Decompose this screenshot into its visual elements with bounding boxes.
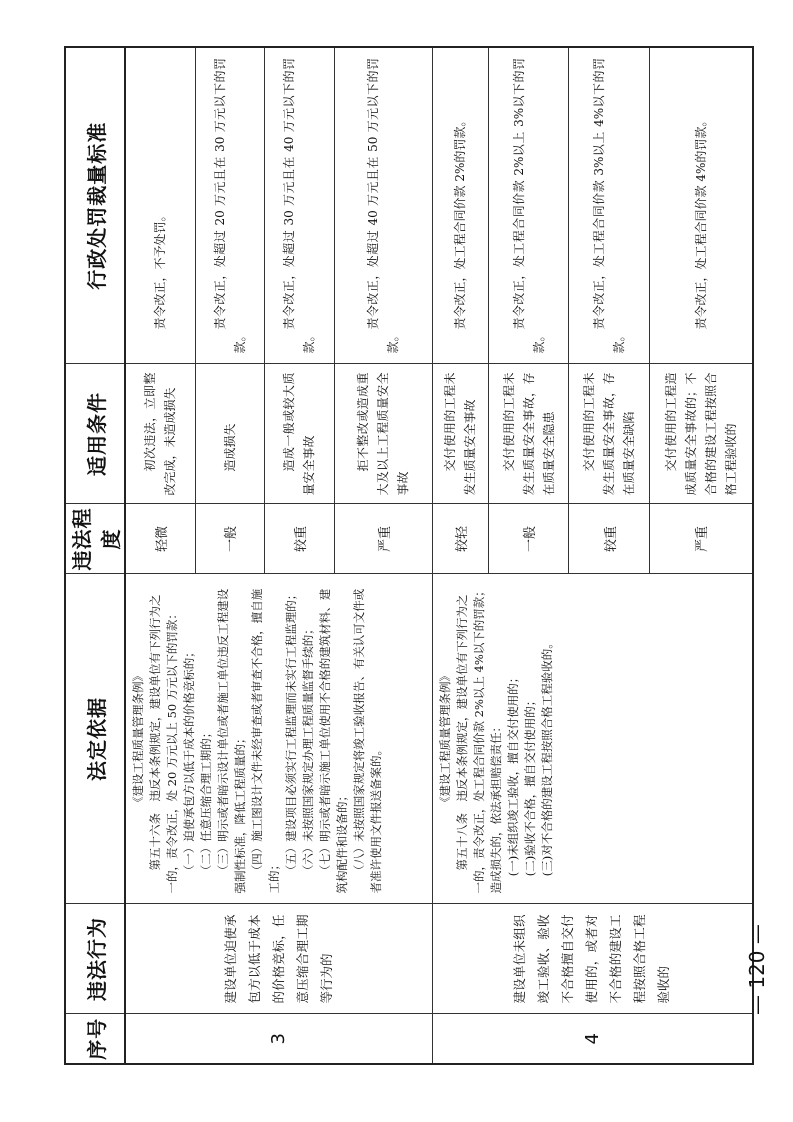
row3-item: （八）未按照国家规定将竣工验收报告、有关认可文件或者准许使用文件报送备案的。 — [352, 588, 383, 894]
row4-condition: 交付使用的工程未发生质量安全事故，存在质量安全缺陷 — [569, 364, 649, 504]
row3-item: （六）未按照国家规定办理工程质量监督手续的； — [301, 623, 315, 877]
page-number: — 120 — — [745, 924, 769, 1015]
row3-law: 《建设工程质量管理条例》 — [131, 670, 145, 808]
table-row — [432, 47, 489, 1064]
row3-penalty: 责令改正，处超过 30 万元且在 40 万元以下的罚款。 — [265, 47, 334, 364]
row3-item: （三）明示或者暗示设计单位或者施工单位违反工程建设强制性标准，降低工程质量的； — [216, 588, 247, 894]
row4-degree: 严重 — [649, 504, 753, 574]
row4-degree: 较轻 — [432, 504, 489, 574]
row4-item: (二)验收不合格，擅自交付使用的； — [522, 694, 537, 877]
row3-item: （二）任意压缩合理工期的； — [199, 726, 213, 877]
row4-penalty: 责令改正，处工程合同价款 4%的罚款。 — [649, 47, 753, 364]
row3-condition: 造成一般或较大质量安全事故 — [265, 364, 334, 504]
row4-degree: 较重 — [569, 504, 649, 574]
row3-item: （五）建设项目必须实行工程监理而未实行工程监理的； — [284, 588, 298, 877]
header-degree: 违法程度 — [65, 504, 125, 574]
header-seq: 序号 — [65, 1014, 125, 1064]
rotated-page — [64, 48, 754, 1065]
row4-condition: 交付使用的工程未发生质量安全事故 — [432, 364, 489, 504]
row3-article: 第五十六条 违反本条例规定，建设单位有下列行为之一的，责令改正，处 20 万元以上 50 万元以下的罚款： — [148, 594, 179, 894]
row4-degree: 一般 — [489, 504, 569, 574]
row4-seq: 4 — [432, 1014, 753, 1064]
row4-law: 《建设工程质量管理条例》 — [437, 670, 452, 808]
header-condition: 适用条件 — [65, 364, 125, 504]
row3-item: （四）施工图设计文件未经审查或者审查不合格，擅自施工的； — [250, 588, 281, 894]
header-penalty: 行政处罚裁量标准 — [65, 47, 125, 364]
row4-article: 第五十八条 违反本条例规定，建设单位有下列行为之一的，责令改正，处工程合同价款 2%以上 4%以下的罚款；造成损失的，依法承担赔偿责任： — [454, 585, 503, 894]
table-header-row — [65, 47, 125, 1064]
header-basis: 法定依据 — [65, 574, 125, 904]
row3-penalty: 责令改正，处超过 40 万元且在 50 万元以下的罚款。 — [334, 47, 432, 364]
row3-act: 建设单位迫使承包方以低于成本的价格竞标，任意压缩合理工期等行为的 — [125, 904, 432, 1014]
row3-condition: 初次违法，立即整改完成，未造成损失 — [125, 364, 195, 504]
row4-penalty: 责令改正，处工程合同价款 2%的罚款。 — [432, 47, 489, 364]
row4-item: (一)未组织竣工验收，擅自交付使用的； — [505, 671, 520, 877]
table-row — [125, 47, 195, 1064]
row4-condition: 交付使用的工程未发生质量安全事故，存在质量安全隐患 — [489, 364, 569, 504]
row3-seq: 3 — [125, 1014, 432, 1064]
row4-basis — [432, 574, 753, 904]
row4-condition: 交付使用的工程造成质量安全事故的；不合格的建设工程按照合格工程验收的 — [649, 364, 753, 504]
row3-degree: 轻微 — [125, 504, 195, 574]
row3-penalty: 责令改正，不予处罚。 — [125, 47, 195, 364]
row3-item: （一）迫使承包方以低于成本的价格竞标的； — [182, 646, 196, 877]
penalty-table — [64, 46, 754, 1065]
row3-basis — [125, 574, 432, 904]
row4-act: 建设单位未组织竣工验收、验收不合格擅自交付使用的，或者对不合格的建设工程按照合格工程验收的 — [432, 904, 753, 1014]
row3-degree: 一般 — [195, 504, 264, 574]
row4-penalty: 责令改正，处工程合同价款 2%以上 3%以下的罚款。 — [489, 47, 569, 364]
row3-degree: 严重 — [334, 504, 432, 574]
header-act: 违法行为 — [65, 904, 125, 1014]
row3-degree: 较重 — [265, 504, 334, 574]
row3-condition: 造成损失 — [195, 364, 264, 504]
row3-condition: 拒不整改或造成重大及以上工程质量安全事故 — [334, 364, 432, 504]
row3-penalty: 责令改正，处超过 20 万元且在 30 万元以下的罚款。 — [195, 47, 264, 364]
row4-penalty: 责令改正，处工程合同价款 3%以上 4%以下的罚款。 — [569, 47, 649, 364]
row3-item: （七）明示或者暗示施工单位使用不合格的建筑材料、建筑构配件和设备的； — [318, 588, 349, 894]
row4-item: (三)对不合格的建设工程按照合格工程验收的。 — [539, 637, 554, 877]
